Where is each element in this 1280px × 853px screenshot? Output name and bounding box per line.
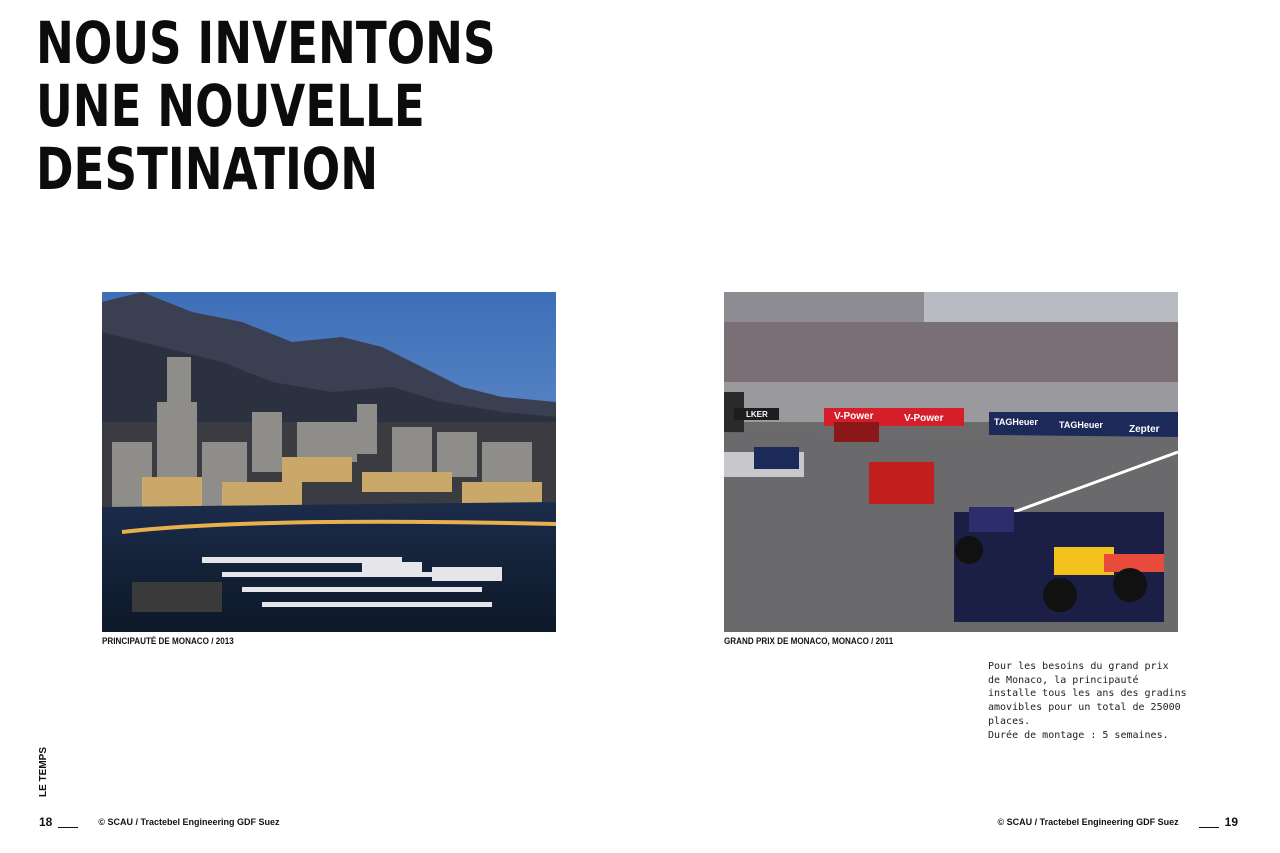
right-page-number: 19 (1224, 815, 1238, 829)
monaco-photo-caption: PRINCIPAUTÉ DE MONACO / 2013 (102, 636, 234, 646)
title-line-2: UNE NOUVELLE (36, 72, 425, 140)
shell-banner-2: V-Power (904, 413, 944, 424)
description-line: installe tous les ans des gradins (988, 688, 1187, 700)
description-line: de Monaco, la principauté (988, 674, 1139, 686)
description-line: Pour les besoins du grand prix (988, 661, 1169, 672)
tagheuer-banner-1: TAGHeuer (994, 417, 1038, 427)
title-line-3: DESTINATION (36, 135, 379, 203)
shell-banner-1: V-Power (834, 411, 874, 422)
left-credit: © SCAU / Tractebel Engineering GDF Suez (98, 817, 280, 827)
grand-prix-description (988, 660, 1208, 742)
section-side-label: LE TEMPS (38, 746, 49, 797)
page-title (36, 9, 496, 203)
zepter-banner: Zepter (1129, 424, 1160, 435)
monaco-harbor-photo (102, 292, 556, 632)
footer-left (39, 815, 280, 829)
description-line: Durée de montage : 5 semaines. (988, 729, 1169, 741)
footer-rule (58, 827, 78, 828)
description-line: places. (988, 715, 1031, 727)
footer-right (997, 815, 1238, 829)
tagheuer-banner-2: TAGHeuer (1059, 420, 1103, 430)
description-line: amovibles pour un total de 25000 (988, 702, 1181, 714)
title-line-1: NOUS INVENTONS (36, 9, 496, 77)
grand-prix-photo-caption: GRAND PRIX DE MONACO, MONACO / 2011 (724, 636, 894, 646)
right-credit: © SCAU / Tractebel Engineering GDF Suez (997, 817, 1179, 827)
footer-rule (1199, 827, 1219, 828)
walker-banner: LKER (746, 410, 768, 419)
left-page-number: 18 (39, 815, 53, 829)
grand-prix-photo (724, 292, 1178, 632)
